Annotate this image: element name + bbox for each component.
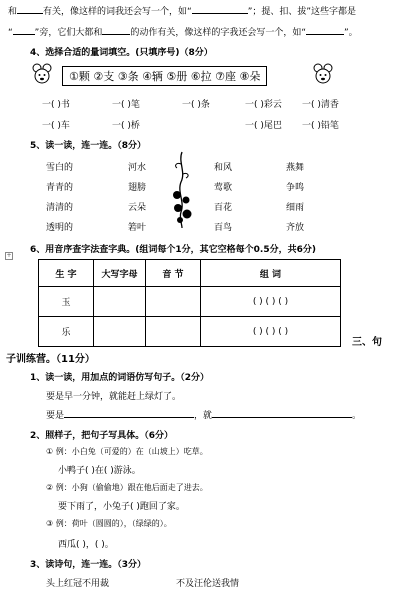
example-text: 例：小白兔（可爱的）在（山坡上）吃草。 xyxy=(55,447,208,456)
q5-col1 xyxy=(46,158,73,238)
character-table xyxy=(38,259,341,347)
char-cell: 乐 xyxy=(39,317,94,347)
word[interactable]: 透明的 xyxy=(46,223,74,233)
word[interactable]: 和风 xyxy=(214,163,233,173)
s1-example: 要是早一分钟，就能赶上绿灯了。 xyxy=(46,392,182,402)
word[interactable]: 河水 xyxy=(128,163,147,173)
circle-number: ③ xyxy=(46,519,54,528)
q4-options: ①颗 ②支 ③条 ④辆 ⑤册 ⑥拉 ⑦座 ⑧朵 xyxy=(62,66,267,86)
word[interactable]: 燕舞 xyxy=(286,163,305,173)
word[interactable]: 雪白的 xyxy=(46,163,74,173)
line1-b: 有关，像这样的词我还会写一个，如“ xyxy=(43,7,192,17)
blank[interactable] xyxy=(102,26,130,35)
table-row xyxy=(39,317,341,347)
table-header xyxy=(39,260,341,287)
words-cell[interactable]: ( ) ( ) ( ) xyxy=(201,317,341,347)
q5-col2 xyxy=(128,158,146,238)
s2-example-1 xyxy=(46,446,208,457)
blank[interactable] xyxy=(13,26,35,35)
flower-vine-icon xyxy=(168,150,196,230)
s2-title: 2、照样子，把句子写具体。（6分） xyxy=(30,431,174,441)
q4-item[interactable]: 一( )书 xyxy=(42,100,70,110)
word[interactable]: 云朵 xyxy=(128,203,147,213)
line2-d: ”。 xyxy=(344,28,358,38)
s2-line-2[interactable]: 要下雨了，小兔子( )跑回了家。 xyxy=(58,502,185,512)
line2-a: “ xyxy=(8,28,13,38)
answer-blank[interactable] xyxy=(64,409,194,418)
poem-left[interactable]: 头上红冠不用裁 xyxy=(46,579,110,589)
s1-frame-a: 要是 xyxy=(46,411,65,421)
q4-item[interactable]: 一( )尾巴 xyxy=(245,121,282,131)
word[interactable]: 百鸟 xyxy=(214,223,233,233)
s2-line-1[interactable]: 小鸭子( )在( )游泳。 xyxy=(58,466,141,476)
blank[interactable] xyxy=(192,5,248,14)
table-row xyxy=(39,287,341,317)
header-syllable: 音 节 xyxy=(146,260,201,287)
line2 xyxy=(8,25,358,38)
word[interactable]: 百花 xyxy=(214,203,233,213)
s1-title: 1、读一读，用加点的词语仿写句子。（2分） xyxy=(30,373,210,383)
word[interactable]: 青青的 xyxy=(46,183,74,193)
s2-line-3[interactable]: 西瓜( )，( )。 xyxy=(58,540,114,550)
letter-cell[interactable] xyxy=(94,287,146,317)
q4-item[interactable]: 一( )铅笔 xyxy=(302,121,339,131)
q5-title: 5、读一读，连一连。（8分） xyxy=(30,141,147,151)
circle-number: ② xyxy=(46,483,54,492)
q4-title: 4、选择合适的量词填空。(只填序号)（8分） xyxy=(30,48,213,58)
syllable-cell[interactable] xyxy=(146,317,201,347)
s3-title: 3、读诗句，连一连。（3分） xyxy=(30,560,147,570)
word[interactable]: 争鸣 xyxy=(286,183,305,193)
header-char: 生 字 xyxy=(39,260,94,287)
word[interactable]: 齐放 xyxy=(286,223,305,233)
q6-title: 6、用音序查字法查字典。(组词每个1分，其它空格每个0.5分，共6分) xyxy=(30,245,316,255)
example-text: 例：小狗（偷偷地）跟在他后面走了进去。 xyxy=(55,483,208,492)
q5-col3 xyxy=(214,158,232,238)
poem-right[interactable]: 不及汪伦送我情 xyxy=(176,579,240,589)
blank[interactable] xyxy=(17,5,43,14)
q4-item[interactable]: 一( )笔 xyxy=(112,100,140,110)
s1-frame-c: 。 xyxy=(352,411,362,421)
word[interactable]: 箬叶 xyxy=(128,223,147,233)
line1-a: 和 xyxy=(8,7,18,17)
section3-heading-tail: 三、句 xyxy=(352,337,382,348)
line2-b: ”旁，它们大都和 xyxy=(34,28,103,38)
s2-example-3 xyxy=(46,518,172,529)
line2-c: 的动作有关，像这样的字我还会写一个，如“ xyxy=(130,28,307,38)
line1-c: ”；提、扣、拔”这些字都是 xyxy=(247,7,357,17)
q4-item[interactable]: 一( )清香 xyxy=(302,100,339,110)
q5-col4 xyxy=(286,158,304,238)
line1 xyxy=(8,4,356,17)
section3-heading: 子训练营。（11分） xyxy=(6,354,95,365)
s2-example-2 xyxy=(46,482,208,493)
header-words: 组 词 xyxy=(201,260,341,287)
move-handle-icon[interactable]: + xyxy=(6,252,12,259)
answer-blank[interactable] xyxy=(212,409,352,418)
char-cell: 玉 xyxy=(39,287,94,317)
letter-cell[interactable] xyxy=(94,317,146,347)
q4-item[interactable]: 一( )桥 xyxy=(112,121,140,131)
words-cell[interactable]: ( ) ( ) ( ) xyxy=(201,287,341,317)
blank[interactable] xyxy=(306,26,344,35)
word[interactable]: 细雨 xyxy=(286,203,305,213)
mouse-icon xyxy=(313,63,333,85)
example-text: 例：荷叶（圆圆的），（绿绿的）。 xyxy=(55,519,172,528)
header-letter: 大写字母 xyxy=(94,260,146,287)
circle-number: ① xyxy=(46,447,54,456)
q4-item[interactable]: 一( )车 xyxy=(42,121,70,131)
q4-item[interactable]: 一( )彩云 xyxy=(245,100,282,110)
word[interactable]: 莺歌 xyxy=(214,183,233,193)
q4-item[interactable]: 一( )条 xyxy=(182,100,210,110)
s1-frame-b: ，就 xyxy=(194,411,213,421)
mouse-icon xyxy=(32,63,52,85)
syllable-cell[interactable] xyxy=(146,287,201,317)
s1-frame xyxy=(46,408,361,421)
word[interactable]: 翅膀 xyxy=(128,183,147,193)
word[interactable]: 清清的 xyxy=(46,203,74,213)
